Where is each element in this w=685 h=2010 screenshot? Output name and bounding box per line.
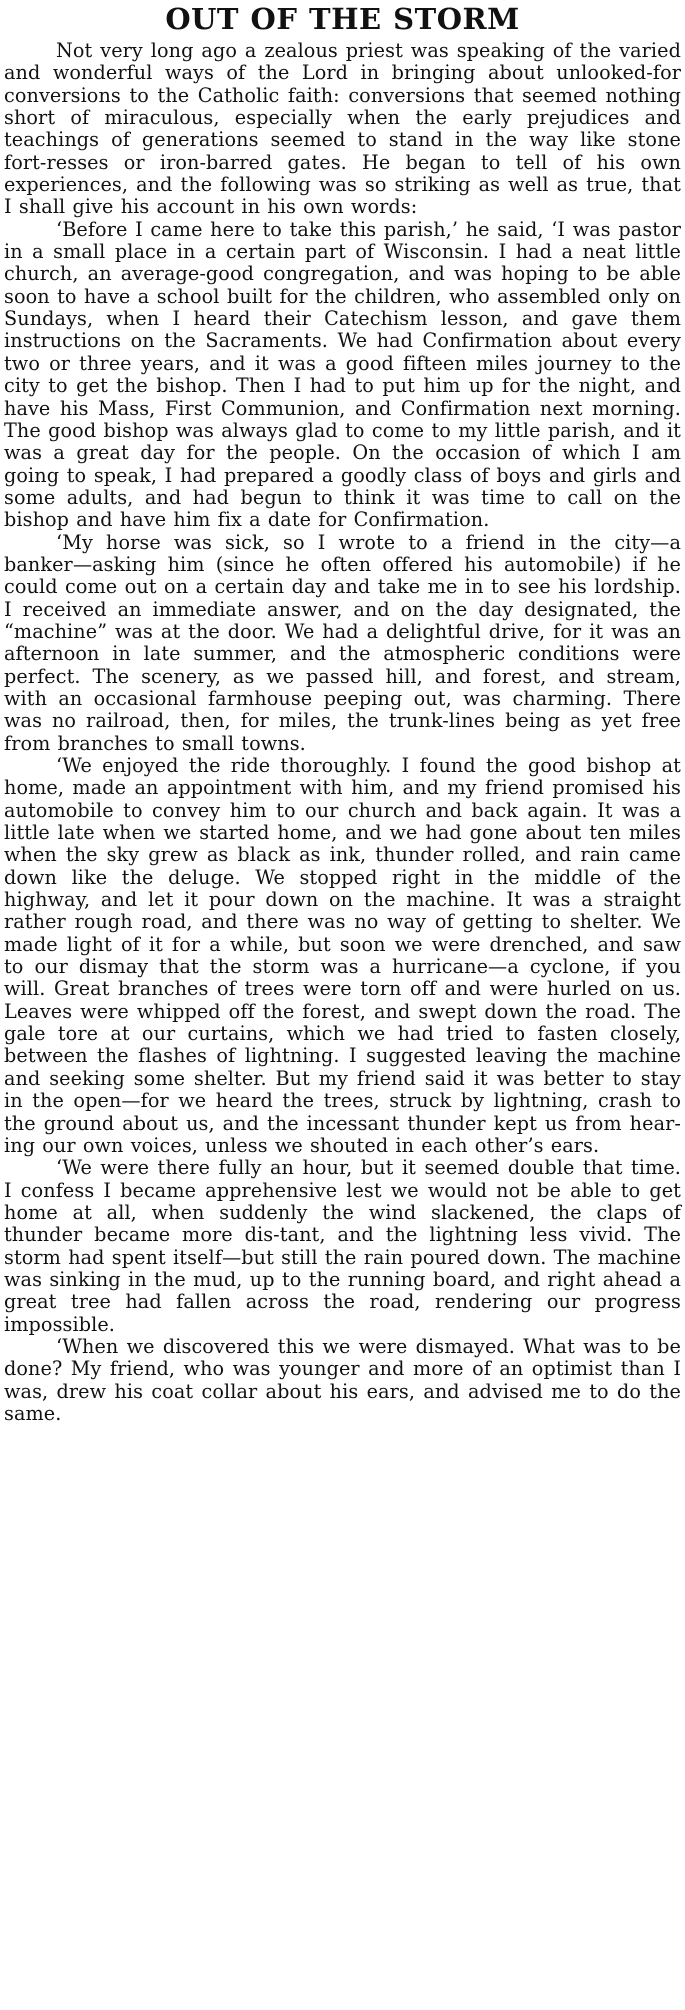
article-title: OUT OF THE STORM: [165, 2, 520, 36]
paragraph-wisconsin-parish: ‘Before I came here to take this parish,’ he said, ‘I was pastor in a small place in a certain part of Wisconsin. I had a neat little church, an average-good congregation, and was hoping to be able soon to have a school built for the children, who assembled only on Sundays, when I heard their Catechism lesson, and gave them instructions on the Sacraments. We had Confirmation about every two or three years, and it was a good fifteen miles journey to the city to get the bishop. Then I had to put him up for the night, and have his Mass, First Communion, and Confirmation next morning. The good bishop was always glad to come to my little parish, and it was a great day for the people. On the occasion of which I am going to speak, I had prepared a goodly class of boys and girls and some adults, and had begun to think it was time to call on the bishop and have him fix a date for Confirmation.: [4, 217, 681, 532]
paragraph-storm: ‘We enjoyed the ride thoroughly. I found the good bishop at home, made an appointment with him, and my friend promised his automobile to convey him to our church and back again. It was a little late when we started home, and we had gone about ten miles when the sky grew as black as ink, thunder rolled, and rain came down like the deluge. We stopped right in the middle of the highway, and let it pour down on the machine. It was a straight rather rough road, and there was no way of getting to shelter. We made light of it for a while, but soon we were drenched, and saw to our dismay that the storm was a hurricane—a cyclone, if you will. Great branches of trees were torn off and were hurled on us. Leaves were whipped off the forest, and swept down the road. The gale tore at our curtains, which we had tried to fasten closely, between the flashes of lightning. I suggested leaving the machine and seeking some shelter. But my friend said it was better to stay in the open—for we heard the trees, struck by lightning, crash to the ground about us, and the incessant thunder kept us from hear-ing our own voices, unless we shouted in each other’s ears.: [4, 754, 681, 1157]
paragraph-intro: Not very long ago a zealous priest was speaking of the varied and wonderful ways of the Lord in bringing about unlooked-for conversions to the Catholic faith: conversions that seemed nothing short of miraculous, especially when the early prejudices and teachings of generations seemed to stand in the way like stone fort-resses or iron-barred gates. He began to tell of his own experiences, and the following was so striking as well as true, that I shall give his account in his own words:: [4, 39, 681, 219]
paragraph-dismayed: ‘When we discovered this we were dismayed. What was to be done? My friend, who was younger and more of an optimist than I was, drew his coat collar about his ears, and advised me to do the same.: [4, 1334, 681, 1425]
paragraph-after-storm: ‘We were there fully an hour, but it seemed double that time. I confess I became apprehensive lest we would not be able to get home at all, when suddenly the wind slackened, the claps of thunder became more dis-tant, and the lightning less vivid. The storm had spent itself—but still the rain poured down. The machine was sinking in the mud, up to the running board, and right ahead a great tree had fallen across the road, rendering our progress impossible.: [4, 1156, 681, 1336]
paragraph-drive-to-city: ‘My horse was sick, so I wrote to a friend in the city—a banker—asking him (since he often offered his automobile) if he could come out on a certain day and take me in to see his lordship. I received an immediate answer, and on the day designated, the “machine” was at the door. We had a delightful drive, for it was an afternoon in late summer, and the atmospheric conditions were perfect. The scenery, as we passed hill, and forest, and stream, with an occasional farmhouse peeping out, was charming. There was no railroad, then, for miles, the trunk-lines being as yet free from branches to small towns.: [4, 530, 681, 755]
